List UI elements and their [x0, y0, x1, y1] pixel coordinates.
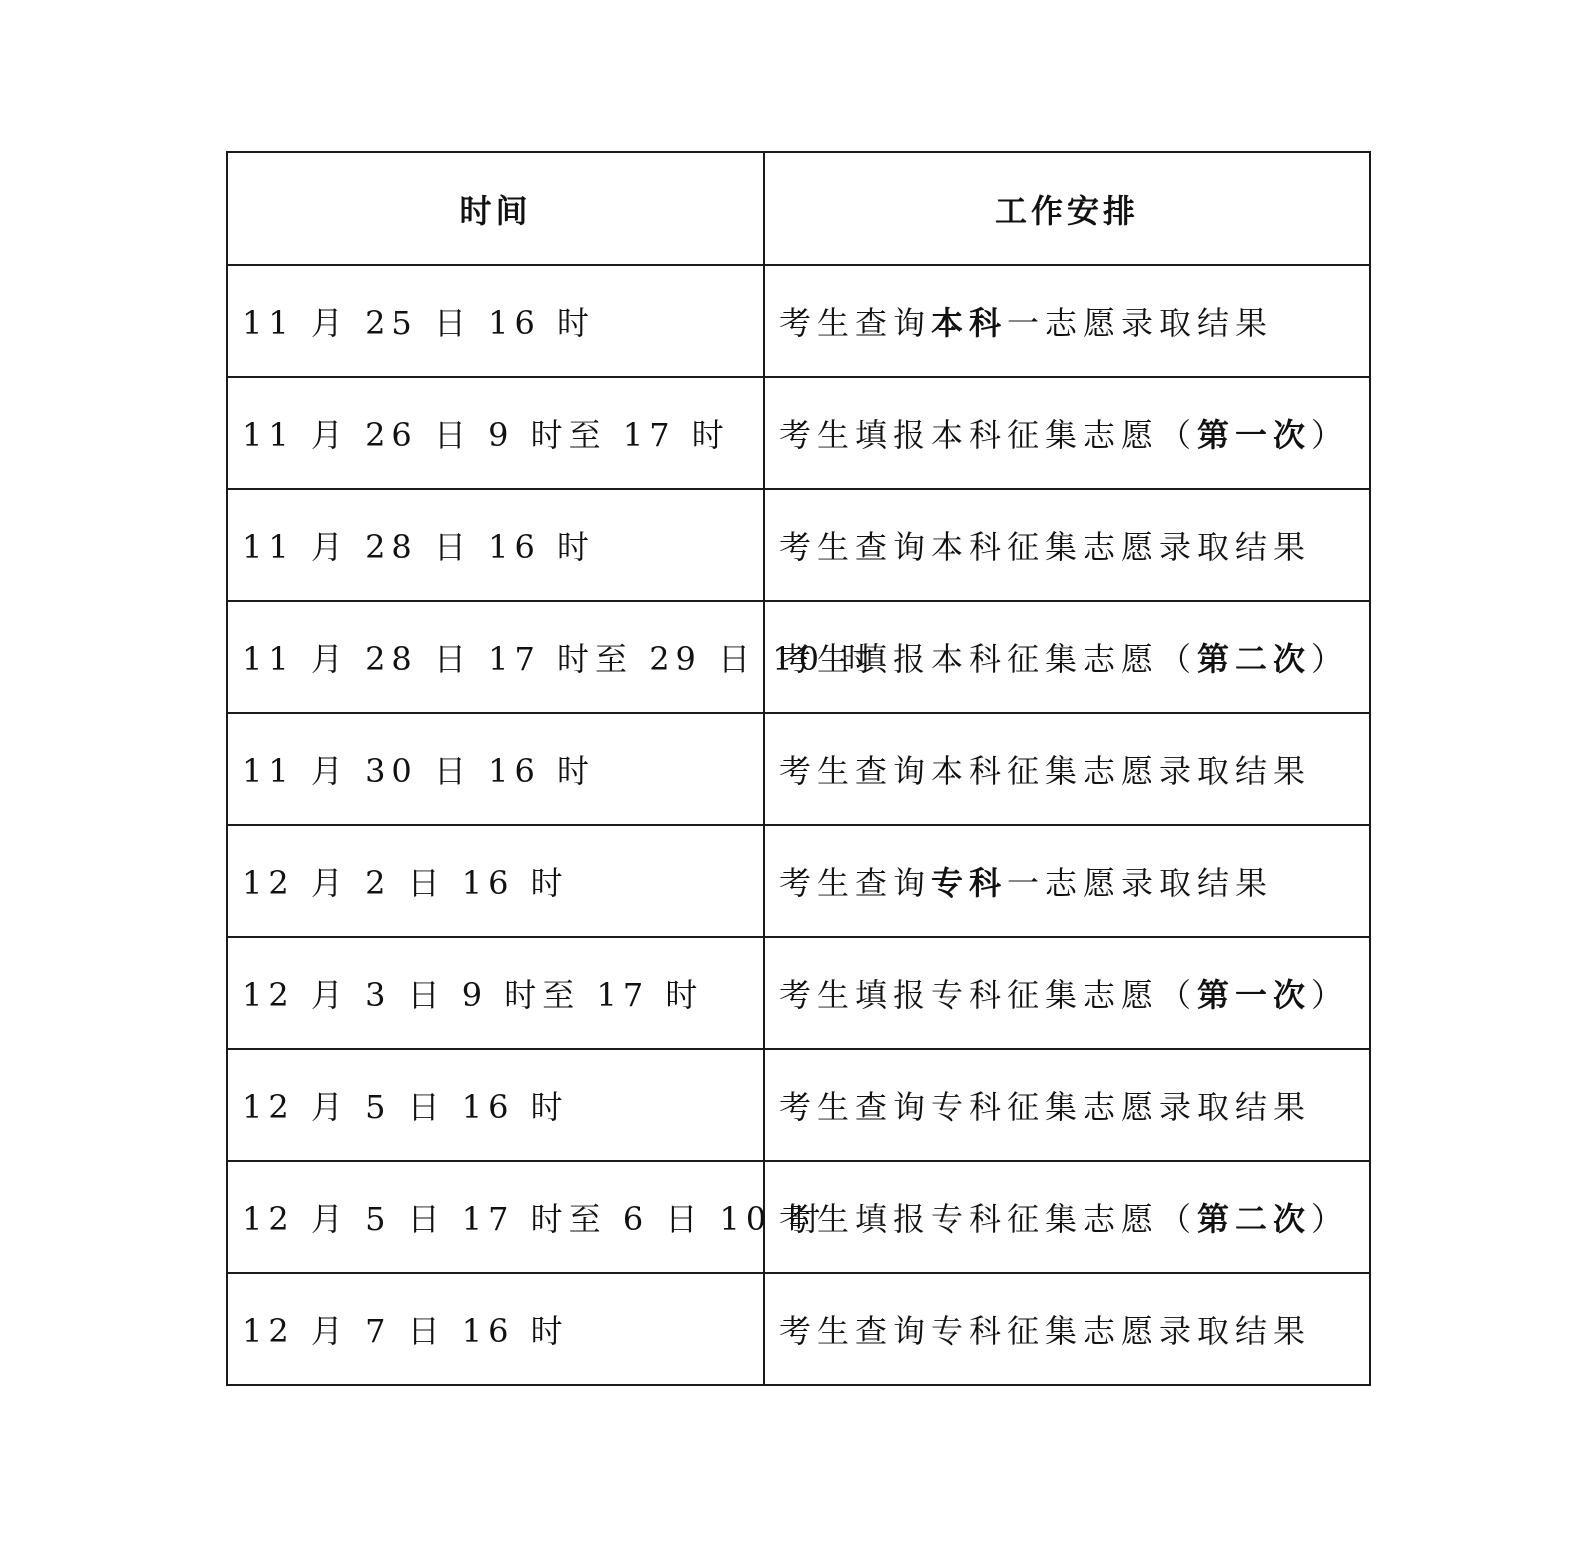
time-cell: 11 月 25 日 16 时 [227, 265, 764, 377]
time-cell: 12 月 5 日 17 时至 6 日 10 时 [227, 1161, 764, 1273]
task-text: 考生查询本科征集志愿录取结果 [779, 752, 1312, 790]
task-text: 考生查询专科征集志愿录取结果 [779, 1312, 1312, 1350]
table-row [227, 1273, 1370, 1385]
table-row [227, 713, 1370, 825]
task-text: 考生填报本科征集志愿（ [779, 416, 1198, 454]
task-text-end: ） [1311, 976, 1350, 1014]
task-text-end: ） [1311, 640, 1350, 678]
task-text: 考生查询 [779, 864, 932, 902]
header-time: 时间 [227, 152, 764, 265]
task-text: 考生查询专科征集志愿录取结果 [779, 1088, 1312, 1126]
task-cell [764, 1273, 1370, 1385]
table-row [227, 825, 1370, 937]
task-text: 考生填报本科征集志愿（ [779, 640, 1198, 678]
time-cell: 11 月 30 日 16 时 [227, 713, 764, 825]
task-cell [764, 1049, 1370, 1161]
schedule-table [226, 151, 1371, 1386]
header-task: 工作安排 [764, 152, 1370, 265]
task-emphasis: 第二次 [1197, 1200, 1312, 1238]
task-text-end: 一志愿录取结果 [1007, 304, 1274, 342]
table-row [227, 937, 1370, 1049]
time-cell: 12 月 3 日 9 时至 17 时 [227, 937, 764, 1049]
time-cell: 11 月 28 日 17 时至 29 日 10 时 [227, 601, 764, 713]
task-text-end: ） [1311, 1200, 1350, 1238]
task-emphasis: 第一次 [1197, 976, 1312, 1014]
task-text-end: ） [1311, 416, 1350, 454]
task-text: 考生填报专科征集志愿（ [779, 976, 1198, 1014]
table-row [227, 265, 1370, 377]
task-emphasis: 第一次 [1197, 416, 1312, 454]
task-emphasis: 专科 [931, 864, 1008, 902]
task-cell [764, 265, 1370, 377]
task-cell [764, 377, 1370, 489]
task-cell [764, 601, 1370, 713]
time-cell: 12 月 5 日 16 时 [227, 1049, 764, 1161]
time-cell: 11 月 28 日 16 时 [227, 489, 764, 601]
time-cell: 11 月 26 日 9 时至 17 时 [227, 377, 764, 489]
task-emphasis: 本科 [931, 304, 1008, 342]
task-cell [764, 489, 1370, 601]
time-cell: 12 月 2 日 16 时 [227, 825, 764, 937]
task-cell [764, 1161, 1370, 1273]
task-cell [764, 713, 1370, 825]
task-text-end: 一志愿录取结果 [1007, 864, 1274, 902]
time-cell: 12 月 7 日 16 时 [227, 1273, 764, 1385]
table-header-row [227, 152, 1370, 265]
task-cell [764, 937, 1370, 1049]
table-row [227, 377, 1370, 489]
table-row [227, 1161, 1370, 1273]
table-row [227, 1049, 1370, 1161]
task-emphasis: 第二次 [1197, 640, 1312, 678]
table-row [227, 489, 1370, 601]
table-row [227, 601, 1370, 713]
task-text: 考生填报专科征集志愿（ [779, 1200, 1198, 1238]
task-text: 考生查询 [779, 304, 932, 342]
task-text: 考生查询本科征集志愿录取结果 [779, 528, 1312, 566]
task-cell [764, 825, 1370, 937]
